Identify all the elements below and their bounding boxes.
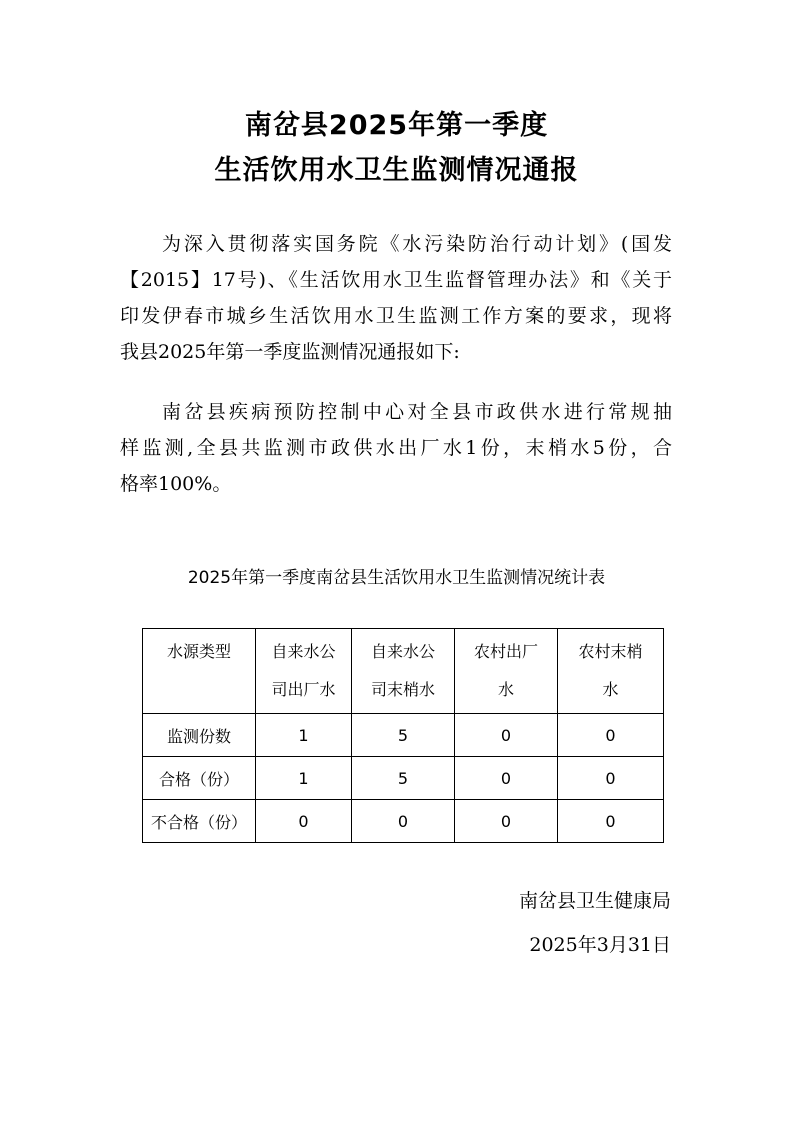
row-label-cell: 不合格（份） bbox=[143, 800, 256, 843]
document-title-line-2: 生活饮用水卫生监测情况通报 bbox=[214, 155, 579, 186]
table-cell: 0 bbox=[558, 800, 664, 843]
water-monitoring-stats-table bbox=[142, 628, 664, 843]
paragraph-line: 样监测,全县共监测市政供水出厂水1份，末梢水5份，合 bbox=[120, 437, 672, 459]
table-cell: 5 bbox=[352, 757, 455, 800]
header-cell-rural-tap-water: 农村末梢 水 bbox=[558, 629, 664, 714]
paragraph-line: 印发伊春市城乡生活饮用水卫生监测工作方案的要求，现将 bbox=[120, 305, 672, 327]
table-cell: 0 bbox=[558, 757, 664, 800]
row-label-cell: 合格（份） bbox=[143, 757, 256, 800]
table-row-qualified bbox=[143, 757, 664, 800]
table-row-unqualified bbox=[143, 800, 664, 843]
table-cell: 0 bbox=[455, 757, 558, 800]
table-cell: 1 bbox=[256, 714, 352, 757]
header-cell-rural-outlet-water: 农村出厂 水 bbox=[455, 629, 558, 714]
table-cell: 0 bbox=[455, 800, 558, 843]
header-cell-utility-outlet-water: 自来水公 司出厂水 bbox=[256, 629, 352, 714]
paragraph-line: 南岔县疾病预防控制中心对全县市政供水进行常规抽 bbox=[162, 401, 672, 423]
table-cell: 0 bbox=[256, 800, 352, 843]
table-cell: 5 bbox=[352, 714, 455, 757]
table-row-samples bbox=[143, 714, 664, 757]
row-label-cell: 监测份数 bbox=[143, 714, 256, 757]
header-cell-utility-tap-water: 自来水公 司末梢水 bbox=[352, 629, 455, 714]
table-header-row bbox=[143, 629, 664, 714]
paragraph-line: 格率100%。 bbox=[120, 473, 232, 495]
paragraph-results bbox=[120, 394, 672, 502]
table-cell: 1 bbox=[256, 757, 352, 800]
table-caption: 2025年第一季度南岔县生活饮用水卫生监测情况统计表 bbox=[187, 568, 606, 588]
table-cell: 0 bbox=[352, 800, 455, 843]
document-title-line-1: 南岔县2025年第一季度 bbox=[244, 110, 549, 141]
header-cell-water-source-type: 水源类型 bbox=[143, 629, 256, 714]
paragraph-line: 【2015】17号)、《生活饮用水卫生监督管理办法》和《关于 bbox=[120, 269, 672, 291]
paragraph-line: 我县2025年第一季度监测情况通报如下: bbox=[120, 341, 460, 363]
paragraph-line: 为深入贯彻落实国务院《水污染防治行动计划》(国发 bbox=[162, 233, 672, 255]
issue-date: 2025年3月31日 bbox=[529, 934, 671, 956]
paragraph-intro bbox=[120, 226, 672, 370]
issuing-organization: 南岔县卫生健康局 bbox=[518, 890, 671, 912]
table-cell: 0 bbox=[455, 714, 558, 757]
table-cell: 0 bbox=[558, 714, 664, 757]
